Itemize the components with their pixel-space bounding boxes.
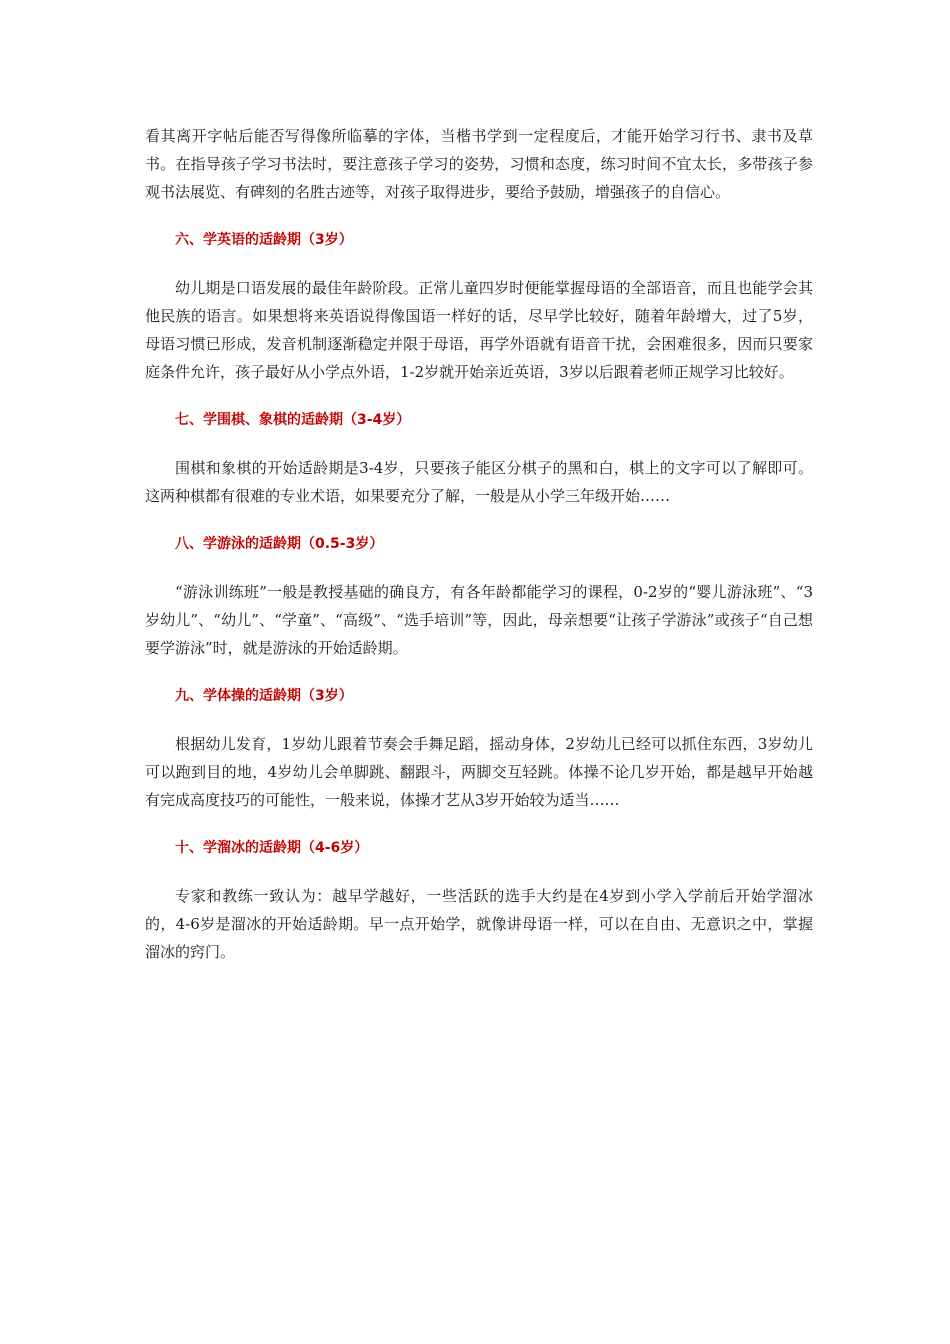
section-paragraph-gymnastics: 根据幼儿发育，1岁幼儿跟着节奏会手舞足蹈，摇动身体，2岁幼儿已经可以抓住东西，3岁幼儿可以跑到目的地，4岁幼儿会单脚跳、翻跟斗，两脚交互轻跳。体操不论几岁开始，都是越早开始越有完成高度技巧的可能性，一般来说，体操才艺从3岁开始较为适当…… xyxy=(145,735,813,809)
section-paragraph-chess: 围棋和象棋的开始适龄期是3-4岁，只要孩子能区分棋子的黑和白，棋上的文字可以了解即可。这两种棋都有很难的专业术语，如果要充分了解，一般是从小学三年级开始…… xyxy=(145,459,813,505)
section-paragraph-english: 幼儿期是口语发展的最佳年龄阶段。正常儿童四岁时便能掌握母语的全部语音，而且也能学会其他民族的语言。如果想将来英语说得像国语一样好的话，尽早学比较好，随着年龄增大，过了5岁，母语习惯已形成，发音机制逐渐稳定并限于母语，再学外语就有语音干扰，会困难很多，因而只要家庭条件允许，孩子最好从小学点外语，1-2岁就开始亲近英语，3岁以后跟着老师正规学习比较好。 xyxy=(145,279,813,381)
document-body xyxy=(145,122,813,966)
section-heading-skating: 十、学溜冰的适龄期（4-6岁） xyxy=(175,840,369,856)
section-paragraph-skating: 专家和教练一致认为：越早学越好，一些活跃的选手大约是在4岁到小学入学前后开始学溜冰的，4-6岁是溜冰的开始适龄期。早一点开始学，就像讲母语一样，可以在自由、无意识之中，掌握溜冰的窍门。 xyxy=(145,887,813,961)
section-paragraph-swimming: “游泳训练班”一般是教授基础的确良方，有各年龄都能学习的课程，0-2岁的“婴儿游泳班”、“3岁幼儿”、“幼儿”、“学童”、“高级”、“选手培训”等，因此，母亲想要“让孩子学游泳”或孩子“自己想要学游泳”时，就是游泳的开始适龄期。 xyxy=(145,583,813,657)
section-heading-gymnastics: 九、学体操的适龄期（3岁） xyxy=(175,688,353,704)
section-heading-swimming: 八、学游泳的适龄期（0.5-3岁） xyxy=(175,536,384,552)
section-heading-chess: 七、学围棋、象棋的适龄期（3-4岁） xyxy=(175,412,411,428)
section-heading-english: 六、学英语的适龄期（3岁） xyxy=(175,232,353,248)
intro-paragraph: 看其离开字帖后能否写得像所临摹的字体，当楷书学到一定程度后，才能开始学习行书、隶书及草书。在指导孩子学习书法时，要注意孩子学习的姿势，习惯和态度，练习时间不宜太长，多带孩子参观书法展览、有碑刻的名胜古迹等，对孩子取得进步，要给予鼓励，增强孩子的自信心。 xyxy=(145,127,813,201)
